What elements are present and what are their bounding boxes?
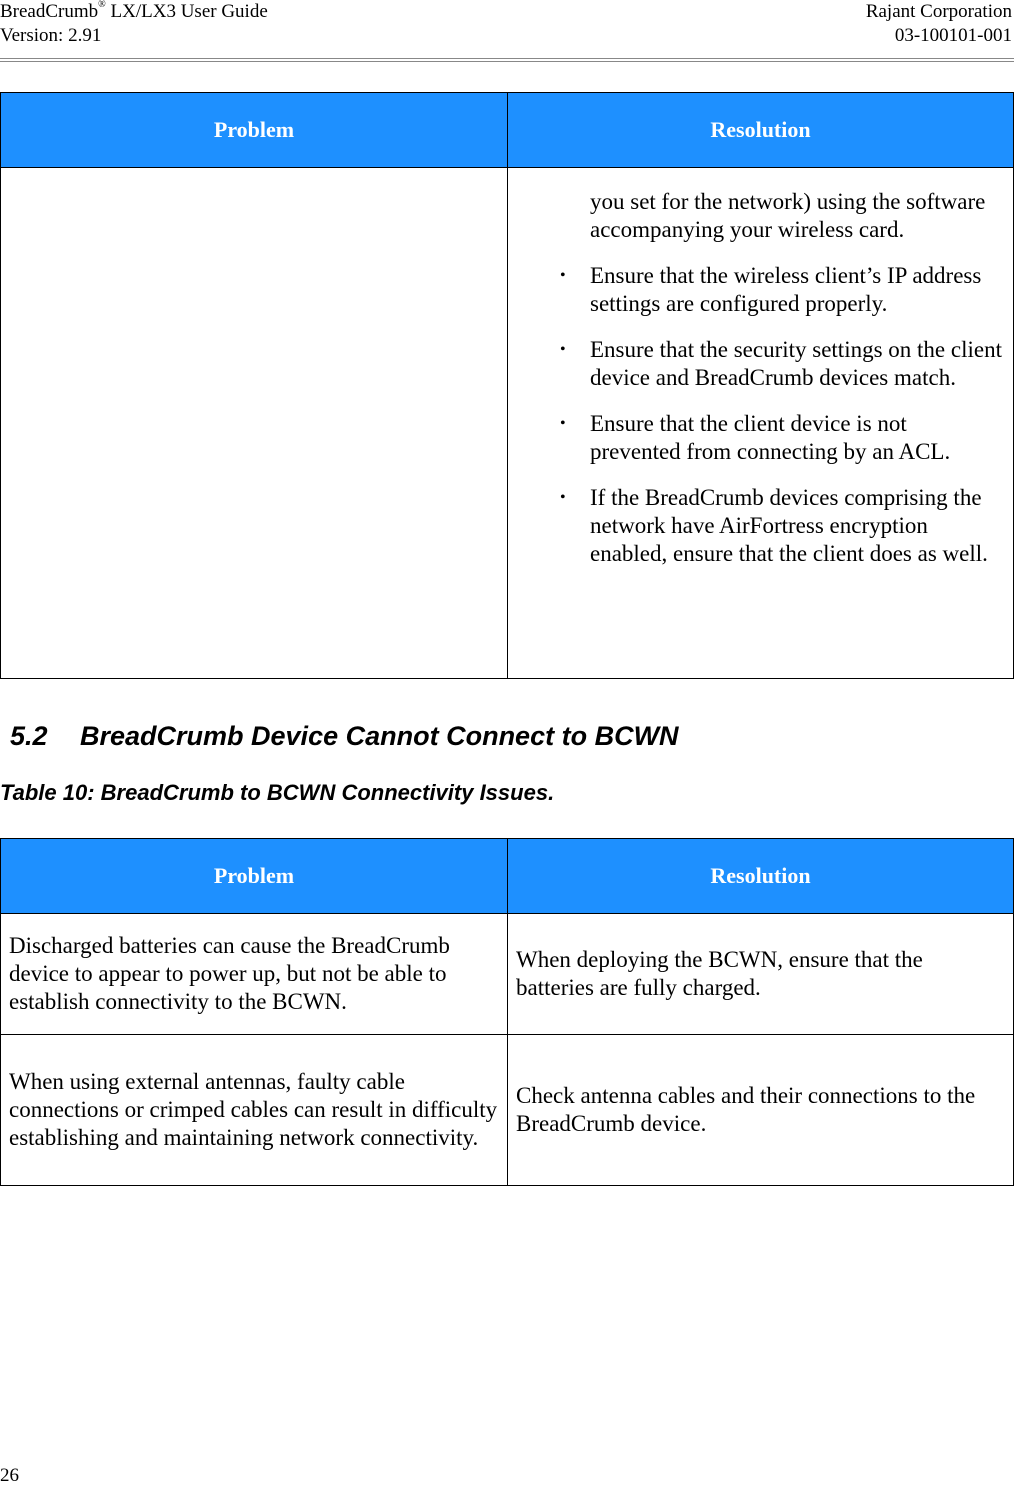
registered-mark: ® xyxy=(98,0,106,10)
section-title: BreadCrumb Device Cannot Connect to BCWN xyxy=(80,721,679,751)
bullet-icon: • xyxy=(560,415,566,432)
doc-version: Version: 2.91 xyxy=(0,25,102,46)
bullet-text: Ensure that the wireless client’s IP address settings are configured properly. xyxy=(590,263,982,316)
header-right xyxy=(866,0,1012,48)
doc-title xyxy=(0,0,268,24)
bullet-text: Ensure that the client device is not prevented from connecting by an ACL. xyxy=(590,411,951,464)
resolution-cell xyxy=(508,168,1014,679)
problem-cell: Discharged batteries can cause the BreadCrumb device to appear to power up, but not be able to establish connectivity to the BCWN. xyxy=(1,914,508,1035)
page-number: 26 xyxy=(0,1465,19,1486)
table-row xyxy=(1,168,1014,679)
bullet-item xyxy=(560,262,1003,318)
bullet-icon: • xyxy=(560,489,566,506)
connectivity-issues-table xyxy=(0,838,1014,1186)
continued-text: you set for the network) using the software accompanying your wireless card. xyxy=(590,189,986,242)
bullet-text: Ensure that the security settings on the client device and BreadCrumb devices match. xyxy=(590,337,1002,390)
problem-cell: When using external antennas, faulty cable connections or crimped cables can result in difficulty establishing and maintaining network connectivity. xyxy=(1,1035,508,1186)
doc-title-rest: LX/LX3 User Guide xyxy=(105,1,268,22)
column-header-problem: Problem xyxy=(1,839,508,914)
bullet-icon: • xyxy=(560,341,566,358)
bullet-text: If the BreadCrumb devices comprising the network have AirFortress encryption enabled, ensure that the client does as well. xyxy=(590,485,988,566)
column-header-resolution: Resolution xyxy=(508,839,1014,914)
problem-cell xyxy=(1,168,508,679)
product-name: BreadCrumb xyxy=(0,1,99,22)
column-header-resolution: Resolution xyxy=(508,93,1014,168)
company-name: Rajant Corporation xyxy=(865,1,1012,22)
table-header-row xyxy=(1,839,1014,914)
table-header-row xyxy=(1,93,1014,168)
header-divider xyxy=(0,58,1014,62)
section-heading xyxy=(10,718,679,754)
header-left xyxy=(0,0,268,48)
bullet-item xyxy=(560,484,1003,568)
bullet-item xyxy=(560,410,1003,466)
bullet-icon: • xyxy=(560,267,566,284)
table-caption: Table 10: BreadCrumb to BCWN Connectivity Issues. xyxy=(0,780,555,805)
troubleshooting-table-continued xyxy=(0,92,1014,679)
doc-number: 03-100101-001 xyxy=(894,25,1012,46)
section-number: 5.2 xyxy=(10,721,48,751)
table-row xyxy=(1,914,1014,1035)
resolution-cell: When deploying the BCWN, ensure that the batteries are fully charged. xyxy=(508,914,1014,1035)
column-header-problem: Problem xyxy=(1,93,508,168)
bullet-item xyxy=(560,336,1003,392)
table-row xyxy=(1,1035,1014,1186)
page-header xyxy=(0,0,1014,60)
resolution-cell: Check antenna cables and their connections to the BreadCrumb device. xyxy=(508,1035,1014,1186)
